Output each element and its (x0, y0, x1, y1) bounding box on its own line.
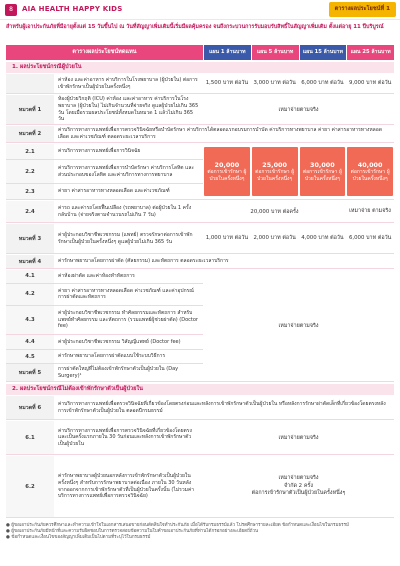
table-row (6, 126, 394, 143)
value-cell: เหมาจ่ายตามจริง (278, 434, 319, 441)
row-label: หมวดที่ 4 (6, 255, 54, 268)
row-label: หมวดที่ 5 (6, 364, 54, 381)
value-cell: 1,000 บาท ต่อวัน (205, 235, 249, 242)
row-label: หมวดที่ 2 (6, 126, 54, 142)
row-desc: ค่ารักษาพยาบาลโดยการผ่าตัด (ศัลยกรรม) และหัตถการ ตลอดระยะเวลาบริการ (58, 258, 229, 265)
footnote: ● ผู้ขอเอาประกันภัยมีหน้าที่และความรับผิดชอบในการตรวจสอบข้อความในใบคำขอเอาประกันภัยที่ท่านได้กรอกอย่างละเอียดถี่ถ้วน (6, 529, 259, 534)
top-bar (0, 0, 400, 20)
footnotes (6, 523, 394, 541)
value-cell: 6,000 บาท ต่อวัน (348, 235, 392, 242)
value-cell: 20,000 บาท ต่อครั้ง (250, 208, 299, 215)
highlight-text: ต่อการเข้ารักษา ผู้ป่วยในครั้งหนึ่งๆ (302, 169, 342, 182)
table-row (6, 364, 203, 381)
table-row (6, 224, 394, 254)
row-label: 2.1 (6, 144, 54, 159)
highlight-text: ต่อการเข้ารักษา ผู้ป่วยในครั้งหนึ่งๆ (207, 169, 247, 182)
brand-title: AIA HEALTH HAPPY KIDS (22, 5, 123, 13)
header-benefit: ตารางผลประโยชน์ทดแทน (6, 45, 203, 60)
row-desc: ค่าผู้ประกอบวิชาชีพเวชกรรม วิสัญญีแพทย์ (Doctor fee) (58, 339, 181, 346)
value-cell: เหมาจ่าย ตามจริง (349, 208, 391, 215)
table-row (6, 95, 394, 125)
row-label: 4.2 (6, 284, 54, 305)
value-cell: 6,000 บาท ต่อวัน (301, 80, 344, 87)
table-row (6, 160, 203, 184)
table-row-group (6, 270, 394, 382)
row-label: 4.5 (6, 350, 54, 363)
footnote: ● ผู้ขอเอาประกันภัยควรศึกษาและทำความเข้าใจในเอกสารเสนอขายก่อนตัดสินใจทำประกันภัย เมื่อได้รับกรมธรรม์แล้ว โปรดศึกษารายละเอียด ข้อกำหนดและเงื่อนไขในกรมธรรม์ (6, 523, 349, 528)
footnote: ● ข้อกำหนดและเงื่อนไขของสัญญาเพิ่มเติมเป็นไปตามที่ระบุไว้ในกรมธรรม์ (6, 535, 151, 540)
table-row (6, 184, 203, 199)
header-plan-1: แผน 1 ล้านบาท (204, 45, 251, 60)
sub-rows (6, 270, 203, 381)
value-cell: เหมาจ่ายตามจริง (278, 322, 319, 329)
highlight-amount: 25,000 (262, 161, 287, 170)
row-desc: ค่ารถ และค่ารถโดยฟื้นเปลือง (รถพยาบาล) ต่อผู้ป่วยใน 1 ครั้ง กลับบ้าน (จ่ายจริงตามจำนวนรถไม่เกิน 7 วัน) (58, 204, 192, 218)
row-desc: ค่าห้องผ่าตัด และค่าห้องทำหัตถการ (58, 273, 135, 280)
highlight-plan-2 (252, 147, 298, 196)
value-line: จำกัด 2 ครั้ง (284, 482, 313, 489)
highlight-plan-4 (347, 147, 393, 196)
table-row (6, 350, 203, 364)
row-desc: ค่าบริการทางการแพทย์เพื่อการตรวจวินิจฉัยหรือบำบัดรักษา ค่าบริการได้ตลอดแรกอบรมการบำบัด ค่าบริการทางพยาบาล ค่ายา ค่าสารอาหารทางหลอดเลือด และค่าเวชภัณฑ์ ตลอดระยะเวลาบริการ (58, 127, 382, 140)
header-plan-4: แผน 25 ล้านบาท (347, 45, 394, 60)
row-desc: ค่าบริการทางการแพทย์เพื่อการวินิจฉัย (58, 148, 141, 155)
row-desc: ค่าผู้ประกอบวิชาชีพเวชกรรม ทำศัลยกรรมและหัตถการ สำหรับแพทย์ทำศัลยกรรม และหัตถการ (รวมแพทย์ผู้ช่วยผ่าตัด) (Doctor fee) (58, 310, 198, 330)
highlight-amount: 40,000 (357, 161, 383, 170)
row-desc: ค่ายา ค่าสารอาหารทางหลอดเลือด และค่าเวชภัณฑ์ (58, 188, 170, 195)
row-label: หมวดที่ 6 (6, 396, 54, 419)
row-label: 4.3 (6, 306, 54, 335)
row-label: 4.1 (6, 270, 54, 283)
table-row (6, 456, 394, 518)
value-cell: 3,000 บาท ต่อวัน (253, 80, 296, 87)
table-row (6, 144, 203, 160)
page-number: 8 (5, 4, 17, 16)
value-line: ต่อการเข้ารักษาตัวเป็นผู้ป่วยในครั้งหนึ่งๆ (251, 490, 346, 497)
value-cell: 1,500 บาท ต่อวัน (205, 80, 249, 87)
table-row-group (6, 144, 394, 200)
highlight-plan-1 (204, 147, 250, 196)
row-desc: ค่ารักษาพยาบาลผู้ป่วยนอกหลังการเข้าพักรักษาตัวเป็นผู้ป่วยในครั้งหนึ่งๆ สำหรับการรักษาพยาบาลต่อเนื่อง ภายใน 30 วันหลังจากออกจากการเข้าพักรักษาตัวที่เป็นผู้ป่วยในครั้งนั้น (ไม่รวมค่าบริการทางการแพทย์เพื่อการตรวจวินิจฉัย) (58, 473, 195, 500)
table-row (6, 284, 203, 306)
value-cell: เหมาจ่ายตามจริง (278, 106, 319, 113)
highlight-amount: 20,000 (214, 161, 240, 170)
row-label: 4.4 (6, 335, 54, 349)
value-cell: 4,000 บาท ต่อวัน (301, 235, 344, 242)
row-desc: ค่าบริการทางการแพทย์เพื่อการบำบัดรักษา ค่าบริการโลหิต และส่วนประกอบของโลหิต และค่าบริการทางการพยาบาล (58, 164, 195, 178)
row-label: 2.2 (6, 160, 54, 183)
value-cell (203, 456, 394, 517)
row-desc: ห้องผู้ป่วยวิกฤติ (ICU) ค่าห้อง และค่าอาหาร ค่าบริการในโรงพยาบาล (ผู้ป่วยใน) ไม่เกินจำนวนที่จ่ายจริง ดูแลผู้ป่วยไม่เกิน 365 วัน โดยเมื่อรวมผลประโยชน์ทั้งหมดในหมวด 1 แล้วไม่เกิน 365 วัน (58, 96, 199, 123)
row-desc: ค่าบริการทางการแพทย์เพื่อตรวจวินิจฉัยที่เกี่ยวข้องโดยตรงก่อนและหลังการเข้าพักรักษาตัวเป็นผู้ป่วยใน หรือหลังการรักษาผ่าตัดเล็กที่เกี่ยวข้องโดยตรงหลังการเข้าพักรักษาตัวเป็นผู้ป่วยใน ตลอดปีกรมธรรม์ (58, 400, 386, 414)
row-desc: ค่ารักษาพยาบาลโดยการผ่าตัดแบบใช้ระบบวิธีการ (58, 353, 166, 360)
table-row (6, 74, 394, 94)
table-row (6, 306, 203, 336)
row-desc: การผ่าตัดใหญ่ที่ไม่ต้องเข้าพักรักษาตัวเป็นผู้ป่วยใน (Day Surgery)¹ (58, 365, 179, 379)
row-label: 2.3 (6, 184, 54, 199)
table-row (6, 270, 203, 284)
highlight-plan-3 (300, 147, 346, 196)
highlight-text: ต่อการเข้ารักษา ผู้ป่วยในครั้งหนึ่งๆ (255, 169, 295, 182)
row-desc: ค่ายา ค่าสารอาหารทางหลอดเลือด ค่าเวชภัณฑ์ และค่าอุปกรณ์การผ่าตัดและหัตถการ (58, 287, 194, 301)
highlight-text: ต่อการเข้ารักษา ผู้ป่วยในครั้งหนึ่งๆ (350, 169, 390, 182)
row-label (6, 74, 54, 93)
highlight-group (203, 144, 394, 199)
table-row (6, 201, 394, 223)
row-label: 6.1 (6, 421, 54, 454)
section-inpatient: 1. ผลประโยชน์กรณีผู้ป่วยใน (6, 62, 394, 73)
value-cell: 9,000 บาท ต่อวัน (348, 80, 392, 87)
table-row (6, 396, 394, 420)
row-desc: ค่าห้อง และค่าอาหาร ค่าบริการในโรงพยาบาล (ผู้ป่วยใน) ต่อการเข้าพักรักษาเป็นผู้ป่วยในครั้งหนึ่งๆ (58, 76, 198, 90)
row-label: 2.4 (6, 201, 54, 222)
benefit-table-tag: ตารางผลประโยชน์ที่ 1 (329, 2, 396, 17)
table-row (6, 335, 203, 350)
row-label: หมวดที่ 3 (6, 224, 54, 253)
value-line: เหมาจ่ายตามจริง (278, 475, 319, 482)
section-outpatient: 2. ผลประโยชน์กรณีไม่ต้องเข้าพักรักษาตัวเป็นผู้ป่วยใน (6, 384, 394, 395)
row-desc: ค่าผู้ประกอบวิชาชีพเวชกรรม (แพทย์) ตรวจรักษาต่อการเข้าพักรักษาเป็นผู้ป่วยในครั้งหนึ่งๆ ดูแลผู้ป่วยไม่เกิน 365 วัน (58, 231, 193, 245)
table-header (6, 45, 394, 60)
highlight-amount: 30,000 (310, 161, 335, 170)
row-label: 6.2 (6, 456, 54, 517)
row-label: หมวดที่ 1 (6, 95, 54, 124)
header-plan-3: แผน 15 ล้านบาท (300, 45, 347, 60)
intro-text: สำหรับผู้เอาประกันภัยที่มีอายุตั้งแต่ 15 วันขึ้นไป ณ วันที่สัญญาเพิ่มเติมนี้เริ่มมีผลคุ้มครอง จนถึงกระบวนการรับมอบรับสิทธิ์ในสัญญาเพิ่มเติม ตั้งแต่อายุ 11 ปีบริบูรณ์ (6, 24, 384, 30)
row-desc: ค่าบริการทางการแพทย์เพื่อการตรวจวินิจฉัยที่เกี่ยวข้องโดยตรง และเป็นครั้งแรกภายใน 30 วันก่อนและหลังการเข้าพักรักษาตัวเป็นผู้ป่วยใน (58, 427, 192, 447)
sub-rows (6, 144, 203, 199)
table-row (6, 255, 394, 269)
header-plan-2: แผน 5 ล้านบาท (252, 45, 299, 60)
value-cell: 2,000 บาท ต่อวัน (253, 235, 296, 242)
table-row (6, 421, 394, 455)
